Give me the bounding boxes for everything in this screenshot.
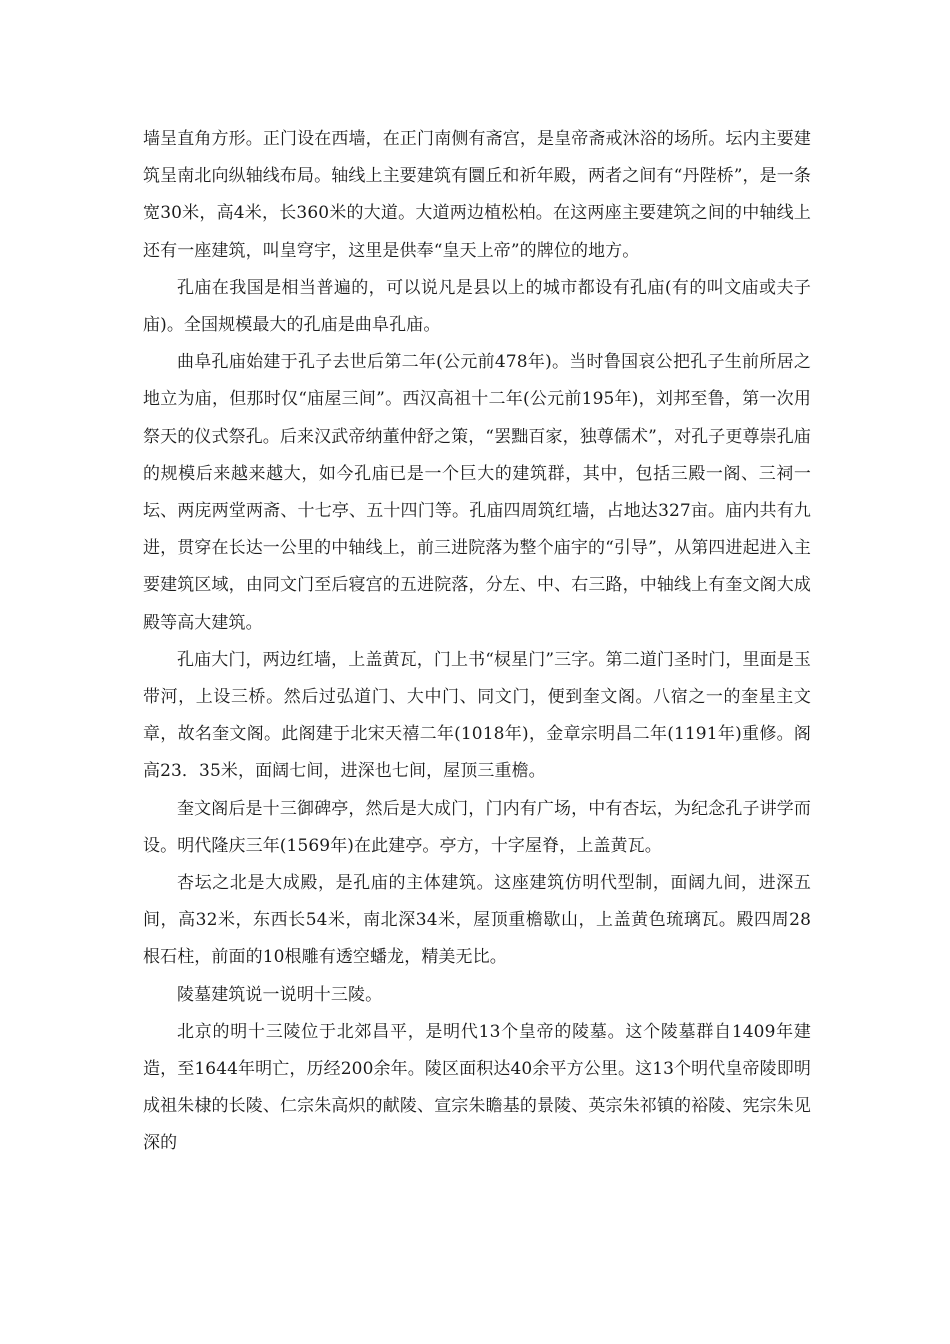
paragraph-dacheng-hall: 杏坛之北是大成殿，是孔庙的主体建筑。这座建筑仿明代型制，面阔九间，进深五间，高32米，东西长54米，南北深34米，屋顶重檐歇山，上盖黄色琉璃瓦。殿四周28根石柱，前面的10根雕有透空蟠龙，精美无比。: [143, 873, 811, 968]
document-body: [143, 121, 811, 1163]
paragraph-temple-of-heaven-layout: 墙呈直角方形。正门设在西墙，在正门南侧有斋宫，是皇帝斋戒沐浴的场所。坛内主要建筑呈南北向纵轴线布局。轴线上主要建筑有圜丘和祈年殿，两者之间有“丹陛桥”，是一条宽30米，高4米，长360米的大道。大道两边植松柏。在这两座主要建筑之间的中轴线上还有一座建筑，叫皇穹宇，这里是供奉“皇天上帝”的牌位的地方。: [143, 129, 811, 261]
paragraph-confucius-temple-intro: 孔庙在我国是相当普遍的，可以说凡是县以上的城市都设有孔庙(有的叫文庙或夫子庙)。全国规模最大的孔庙是曲阜孔庙。: [143, 277, 811, 336]
paragraph-apricot-altar: 奎文阁后是十三御碑亭，然后是大成门，门内有广场，中有杏坛，为纪念孔子讲学而设。明代隆庆三年(1569年)在此建亭。亭方，十字屋脊，上盖黄瓦。: [143, 798, 811, 856]
paragraph-lingxing-gate: 孔庙大门，两边红墙，上盖黄瓦，门上书“棂星门”三字。第二道门圣时门，里面是玉带河，上设三桥。然后过弘道门、大中门、同文门，便到奎文阁。八宿之一的奎星主文章，故名奎文阁。此阁建于北宋天禧二年(1018年)，金章宗明昌二年(1191年)重修。阁高23．35米，面阔七间，进深也七间，屋顶三重檐。: [143, 649, 811, 782]
paragraph-qufu-temple-history: 曲阜孔庙始建于孔子去世后第二年(公元前478年)。当时鲁国哀公把孔子生前所居之地立为庙，但那时仅“庙屋三间”。西汉高祖十二年(公元前195年)，刘邦至鲁，第一次用祭天的仪式祭孔。后来汉武帝纳董仲舒之策，“罢黜百家，独尊儒术”，对孔子更尊崇孔庙的规模后来越来越大，如今孔庙已是一个巨大的建筑群，其中，包括三殿一阁、三祠一坛、两庑两堂两斋、十七亭、五十四门等。孔庙四周筑红墙，占地达327亩。庙内共有九进，贯穿在长达一公里的中轴线上，前三进院落为整个庙宇的“引导”，从第四进起进入主要建筑区域，由同文门至后寝宫的五进院落，分左、中、右三路，中轴线上有奎文阁大成殿等高大建筑。: [143, 352, 811, 633]
paragraph-ming-tombs-heading: 陵墓建筑说一说明十三陵。: [177, 984, 383, 1005]
paragraph-ming-tombs-detail: 北京的明十三陵位于北郊昌平，是明代13个皇帝的陵墓。这个陵墓群自1409年建造，至1644年明亡，历经200余年。陵区面积达40余平方公里。这13个明代皇帝陵即明成祖朱棣的长陵、仁宗朱高炽的献陵、宣宗朱瞻基的景陵、英宗朱祁镇的裕陵、宪宗朱见深的: [143, 1021, 811, 1154]
